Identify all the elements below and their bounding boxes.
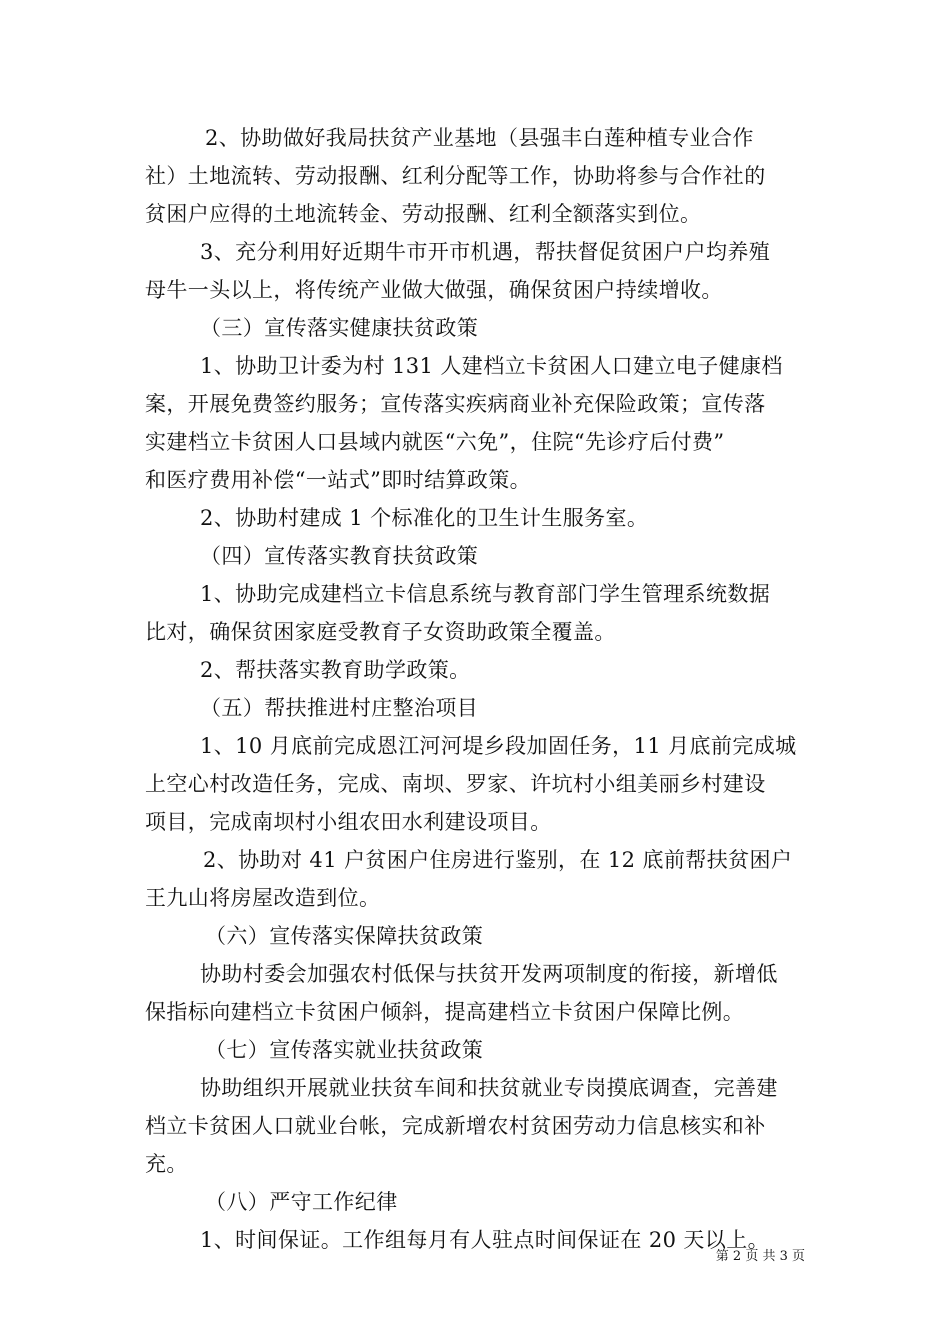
section-heading: （四）宣传落实教育扶贫政策 [200,544,479,568]
text-line: 案，开展免费签约服务；宣传落实疾病商业补充保险政策；宣传落 [145,392,766,416]
text-line: 项目，完成南坝村小组农田水利建设项目。 [145,810,552,834]
text-line: 档立卡贫困人口就业台帐，完成新增农村贫困劳动力信息核实和补 [145,1114,766,1138]
section-heading: （六）宣传落实保障扶贫政策 [205,924,484,948]
text-line: 保指标向建档立卡贫困户倾斜，提高建档立卡贫困户保障比例。 [145,1000,745,1024]
text-line: 母牛一头以上，将传统产业做大做强，确保贫困户持续增收。 [145,278,723,302]
text-line: 贫困户应得的土地流转金、劳动报酬、红利全额落实到位。 [145,202,702,226]
section-heading: （五）帮扶推进村庄整治项目 [200,696,479,720]
text-line: 社）土地流转、劳动报酬、红利分配等工作，协助将参与合作社的 [145,164,766,188]
text-line: 协助组织开展就业扶贫车间和扶贫就业专岗摸底调查，完善建 [200,1076,778,1100]
text-line: 比对，确保贫困家庭受教育子女资助政策全覆盖。 [145,620,616,644]
text-line: 2、帮扶落实教育助学政策。 [200,658,471,682]
text-line: 2、协助做好我局扶贫产业基地（县强丰白莲种植专业合作 [205,126,754,150]
section-heading: （七）宣传落实就业扶贫政策 [205,1038,484,1062]
text-line: 1、协助卫计委为村 131 人建档立卡贫困人口建立电子健康档 [200,354,783,378]
text-line: 和医疗费用补偿“一站式”即时结算政策。 [145,468,532,492]
text-line: 1、时间保证。工作组每月有人驻点时间保证在 20 天以上。 [200,1228,770,1252]
text-line: 王九山将房屋改造到位。 [145,886,381,910]
text-line: 1、协助完成建档立卡信息系统与教育部门学生管理系统数据 [200,582,771,606]
text-line: 上空心村改造任务，完成、南坝、罗家、许坑村小组美丽乡村建设 [145,772,766,796]
text-line: 3、充分利用好近期牛市开市机遇，帮扶督促贫困户户均养殖 [200,240,771,264]
text-line: 2、协助对 41 户贫困户住房进行鉴别，在 12 底前帮扶贫困户 [203,848,793,872]
page-number-footer: 第 2 页 共 3 页 [715,1249,805,1264]
text-line: 实建档立卡贫困人口县域内就医“六免”，住院“先诊疗后付费” [145,430,725,454]
text-line: 2、协助村建成 1 个标准化的卫生计生服务室。 [200,506,649,530]
text-line: 1、10 月底前完成恩江河河堤乡段加固任务，11 月底前完成城 [200,734,797,758]
section-heading: （三）宣传落实健康扶贫政策 [200,316,479,340]
section-heading: （八）严守工作纪律 [205,1190,398,1214]
text-line: 充。 [145,1152,188,1176]
text-line: 协助村委会加强农村低保与扶贫开发两项制度的衔接，新增低 [200,962,778,986]
